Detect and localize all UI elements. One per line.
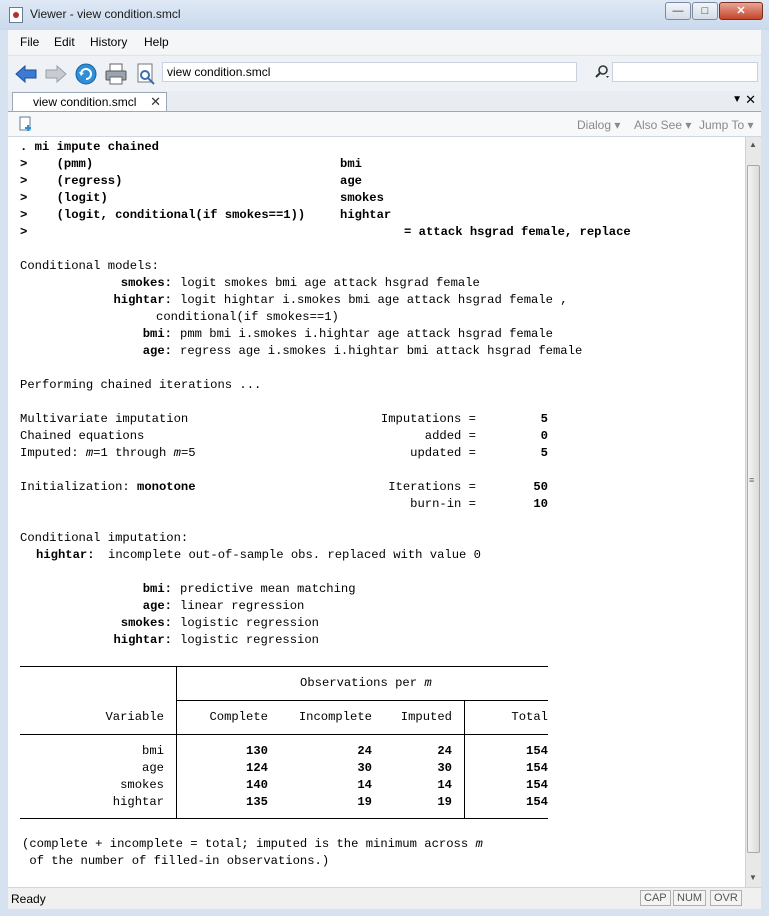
tab-close-icon[interactable]: ✕ [150,94,161,109]
initialization: Initialization: monotone [20,480,196,494]
ci-key-hightar: hightar: [36,548,95,562]
table-header-total: Total [511,710,548,724]
back-icon[interactable] [14,62,38,86]
menu-history[interactable]: History [90,35,128,49]
minimize-button[interactable]: — [665,2,691,20]
new-viewer-icon[interactable] [18,116,34,132]
command-continuation: > [20,225,28,239]
added-value: 0 [540,429,548,443]
table-cell-total: 154 [526,795,548,809]
command-logit-conditional: > (logit, conditional(if smokes==1)) [20,208,306,222]
footnote-line-2: of the number of filled-in observations.) [22,854,330,868]
table-cell-imputed: 30 [437,761,452,775]
conditional-models-heading: Conditional models: [20,259,159,273]
updated-value: 5 [540,446,548,460]
table-header-imputed: Imputed [400,710,452,724]
mv-imputation-label: Multivariate imputation [20,412,189,426]
method-age: linear regression [180,599,305,613]
table-header-complete: Complete [209,710,268,724]
chained-equations-label: Chained equations [20,429,145,443]
table-row-variable: smokes [120,778,164,792]
model-age: regress age i.smokes i.hightar bmi attack hsgrad female [180,344,583,358]
output-pane [8,137,745,887]
method-key-age: age: [142,599,172,613]
imputations-label: Imputations = [380,412,476,426]
dialog-menu[interactable]: Dialog ▾ [577,118,621,132]
find-doc-icon[interactable] [134,62,158,86]
iterations-label: Iterations = [388,480,476,494]
command-var-smokes: smokes [340,191,384,205]
viewer-subtoolbar [8,112,761,137]
command-var-age: age [340,174,362,188]
footnote-line-1: (complete + incomplete = total; imputed is the minimum across m [22,837,483,851]
table-bottom-rule [20,818,548,819]
tab-view-condition[interactable] [12,92,167,111]
table-header-variable: Variable [105,710,164,724]
command-var-hightar: hightar [340,208,392,222]
forward-icon[interactable] [44,62,68,86]
ci-hightar-note: incomplete out-of-sample obs. replaced with value 0 [108,548,481,562]
table-cell-total: 154 [526,778,548,792]
scroll-up-icon[interactable]: ▲ [749,140,757,149]
jump-to-menu[interactable]: Jump To ▾ [699,118,754,132]
command-var-bmi: bmi [340,157,362,171]
command-logit: > (logit) [20,191,108,205]
updated-label: updated = [410,446,476,460]
search-icon[interactable] [594,64,610,80]
table-top-rule [20,666,548,667]
menu-edit[interactable]: Edit [54,35,75,49]
title-bar [0,0,769,30]
method-smokes: logistic regression [180,616,319,630]
model-key-age: age: [142,344,172,358]
table-cell-imputed: 24 [437,744,452,758]
menu-bar [8,30,761,54]
tab-list-dropdown-icon[interactable]: ▼ [732,94,742,105]
imputations-value: 5 [540,412,548,426]
scroll-thumb[interactable] [747,165,760,853]
model-key-bmi: bmi: [142,327,172,341]
table-row-variable: hightar [112,795,164,809]
tab-strip [8,91,761,112]
also-see-menu[interactable]: Also See ▾ [634,118,692,132]
close-all-tabs-icon[interactable]: ✕ [745,92,756,107]
table-cell-incomplete: 19 [357,795,372,809]
table-divider [176,666,177,818]
menu-help[interactable]: Help [144,35,169,49]
refresh-icon[interactable] [74,62,98,86]
added-label: added = [424,429,476,443]
conditional-imputation-heading: Conditional imputation: [20,531,189,545]
performing-text: Performing chained iterations ... [20,378,262,392]
table-row-variable: age [142,761,164,775]
maximize-button[interactable]: □ [692,2,718,20]
viewer-frame [8,30,761,908]
model-bmi: pmm bmi i.smokes i.hightar age attack hsgrad female [180,327,553,341]
menu-file[interactable]: File [20,35,40,49]
table-cell-imputed: 19 [437,795,452,809]
model-key-smokes: smokes: [120,276,172,290]
close-button[interactable]: ✕ [719,2,763,20]
model-key-hightar: hightar: [113,293,172,307]
imputed-range: Imputed: m=1 through m=5 [20,446,196,460]
table-cell-incomplete: 30 [357,761,372,775]
table-cell-imputed: 14 [437,778,452,792]
table-cell-complete: 140 [246,778,268,792]
table-cell-incomplete: 24 [357,744,372,758]
table-cell-complete: 135 [246,795,268,809]
burn-in-label: burn-in = [410,497,476,511]
window-title: Viewer - view condition.smcl [30,7,181,21]
command-pmm: > (pmm) [20,157,94,171]
table-cell-incomplete: 14 [357,778,372,792]
table-header-incomplete: Incomplete [298,710,372,724]
model-hightar-condition: conditional(if smokes==1) [156,310,339,324]
burn-in-value: 10 [533,497,548,511]
viewer-app-icon [9,7,23,23]
method-key-hightar: hightar: [113,633,172,647]
table-cell-total: 154 [526,744,548,758]
tab-label: view condition.smcl [33,95,137,109]
toolbar [8,55,761,92]
find-input[interactable] [612,62,758,82]
command-line: . mi impute chained [20,140,159,154]
table-row-variable: bmi [142,744,164,758]
method-hightar: logistic regression [180,633,319,647]
iterations-value: 50 [533,480,548,494]
vertical-scrollbar[interactable] [745,137,761,887]
scroll-down-icon[interactable]: ▼ [749,873,757,882]
num-indicator: NUM [673,890,706,906]
table-header-rule [20,734,548,735]
command-predictors: = attack hsgrad female, replace [404,225,631,239]
command-regress: > (regress) [20,174,123,188]
print-icon[interactable] [104,62,128,86]
method-key-bmi: bmi: [142,582,172,596]
method-key-smokes: smokes: [120,616,172,630]
status-bar [8,887,761,909]
method-bmi: predictive mean matching [180,582,356,596]
caps-indicator: CAP [640,890,671,906]
model-smokes: logit smokes bmi age attack hsgrad female [180,276,480,290]
table-cell-complete: 130 [246,744,268,758]
table-super-rule [176,700,548,701]
ovr-indicator: OVR [710,890,742,906]
table-cell-total: 154 [526,761,548,775]
table-cell-complete: 124 [246,761,268,775]
scroll-grip-icon: ≡ [749,475,755,485]
status-text: Ready [11,892,46,906]
table-super-header: Observations per m [300,676,432,690]
table-divider-total [464,700,465,818]
address-input[interactable]: view condition.smcl [162,62,577,82]
model-hightar: logit hightar i.smokes bmi age attack hsgrad female , [180,293,568,307]
